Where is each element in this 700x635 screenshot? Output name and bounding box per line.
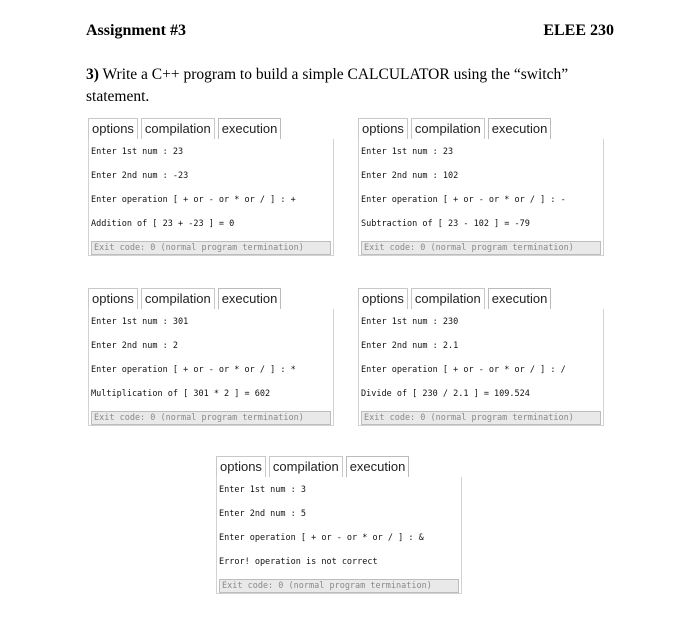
exit-code-bar: Exit code: 0 (normal program termination) (219, 579, 459, 593)
output-panel-error (216, 456, 462, 594)
console-line: Enter operation [ + or - or * or / ] : / (361, 365, 566, 375)
console-line: Enter 2nd num : 2.1 (361, 341, 459, 351)
tab-compilation[interactable]: compilation (411, 288, 485, 309)
console-line: Enter operation [ + or - or * or / ] : + (91, 195, 296, 205)
console-line: Enter operation [ + or - or * or / ] : - (361, 195, 566, 205)
console-line: Enter 1st num : 3 (219, 485, 306, 495)
console-line: Divide of [ 230 / 2.1 ] = 109.524 (361, 389, 530, 399)
tab-compilation[interactable]: compilation (269, 456, 343, 477)
console-line: Enter operation [ + or - or * or / ] : * (91, 365, 296, 375)
tab-options[interactable]: options (88, 288, 138, 309)
tab-bar (88, 118, 334, 139)
tab-execution[interactable]: execution (488, 118, 552, 139)
console-line: Enter 2nd num : 5 (219, 509, 306, 519)
console-line: Enter operation [ + or - or * or / ] : & (219, 533, 424, 543)
tab-execution[interactable]: execution (346, 456, 410, 477)
console-line: Enter 1st num : 301 (91, 317, 189, 327)
tab-options[interactable]: options (358, 288, 408, 309)
tab-execution[interactable]: execution (218, 118, 282, 139)
exit-code-bar: Exit code: 0 (normal program termination) (361, 241, 601, 255)
tab-compilation[interactable]: compilation (141, 118, 215, 139)
console-output (358, 139, 604, 256)
console-output (88, 139, 334, 256)
tab-compilation[interactable]: compilation (411, 118, 485, 139)
course-code: ELEE 230 (543, 22, 614, 39)
console-line: Enter 1st num : 23 (91, 147, 184, 157)
console-line: Multiplication of [ 301 * 2 ] = 602 (91, 389, 271, 399)
question-number: 3) (86, 66, 99, 83)
console-output (216, 477, 462, 594)
console-line: Subtraction of [ 23 - 102 ] = -79 (361, 219, 530, 229)
exit-code-bar: Exit code: 0 (normal program termination) (91, 411, 331, 425)
tab-options[interactable]: options (216, 456, 266, 477)
console-line: Enter 1st num : 23 (361, 147, 454, 157)
output-panel-multiplication (88, 288, 334, 426)
tab-bar (216, 456, 462, 477)
tab-bar (358, 288, 604, 309)
tab-options[interactable]: options (358, 118, 408, 139)
console-line: Enter 2nd num : 2 (91, 341, 178, 351)
output-panel-addition (88, 118, 334, 256)
question-body: Write a C++ program to build a simple CALCULATOR using the “switch” statement. (86, 66, 569, 105)
exit-code-bar: Exit code: 0 (normal program termination) (361, 411, 601, 425)
exit-code-bar: Exit code: 0 (normal program termination) (91, 241, 331, 255)
console-line: Addition of [ 23 + -23 ] = 0 (91, 219, 235, 229)
question-text (86, 64, 616, 108)
assignment-title: Assignment #3 (86, 22, 187, 39)
console-line: Error! operation is not correct (219, 557, 378, 567)
console-line: Enter 2nd num : -23 (91, 171, 189, 181)
tab-compilation[interactable]: compilation (141, 288, 215, 309)
console-output (88, 309, 334, 426)
console-line: Enter 2nd num : 102 (361, 171, 459, 181)
console-line: Enter 1st num : 230 (361, 317, 459, 327)
tab-bar (358, 118, 604, 139)
console-output (358, 309, 604, 426)
output-panel-division (358, 288, 604, 426)
tab-execution[interactable]: execution (488, 288, 552, 309)
output-panel-subtraction (358, 118, 604, 256)
tab-bar (88, 288, 334, 309)
tab-options[interactable]: options (88, 118, 138, 139)
tab-execution[interactable]: execution (218, 288, 282, 309)
